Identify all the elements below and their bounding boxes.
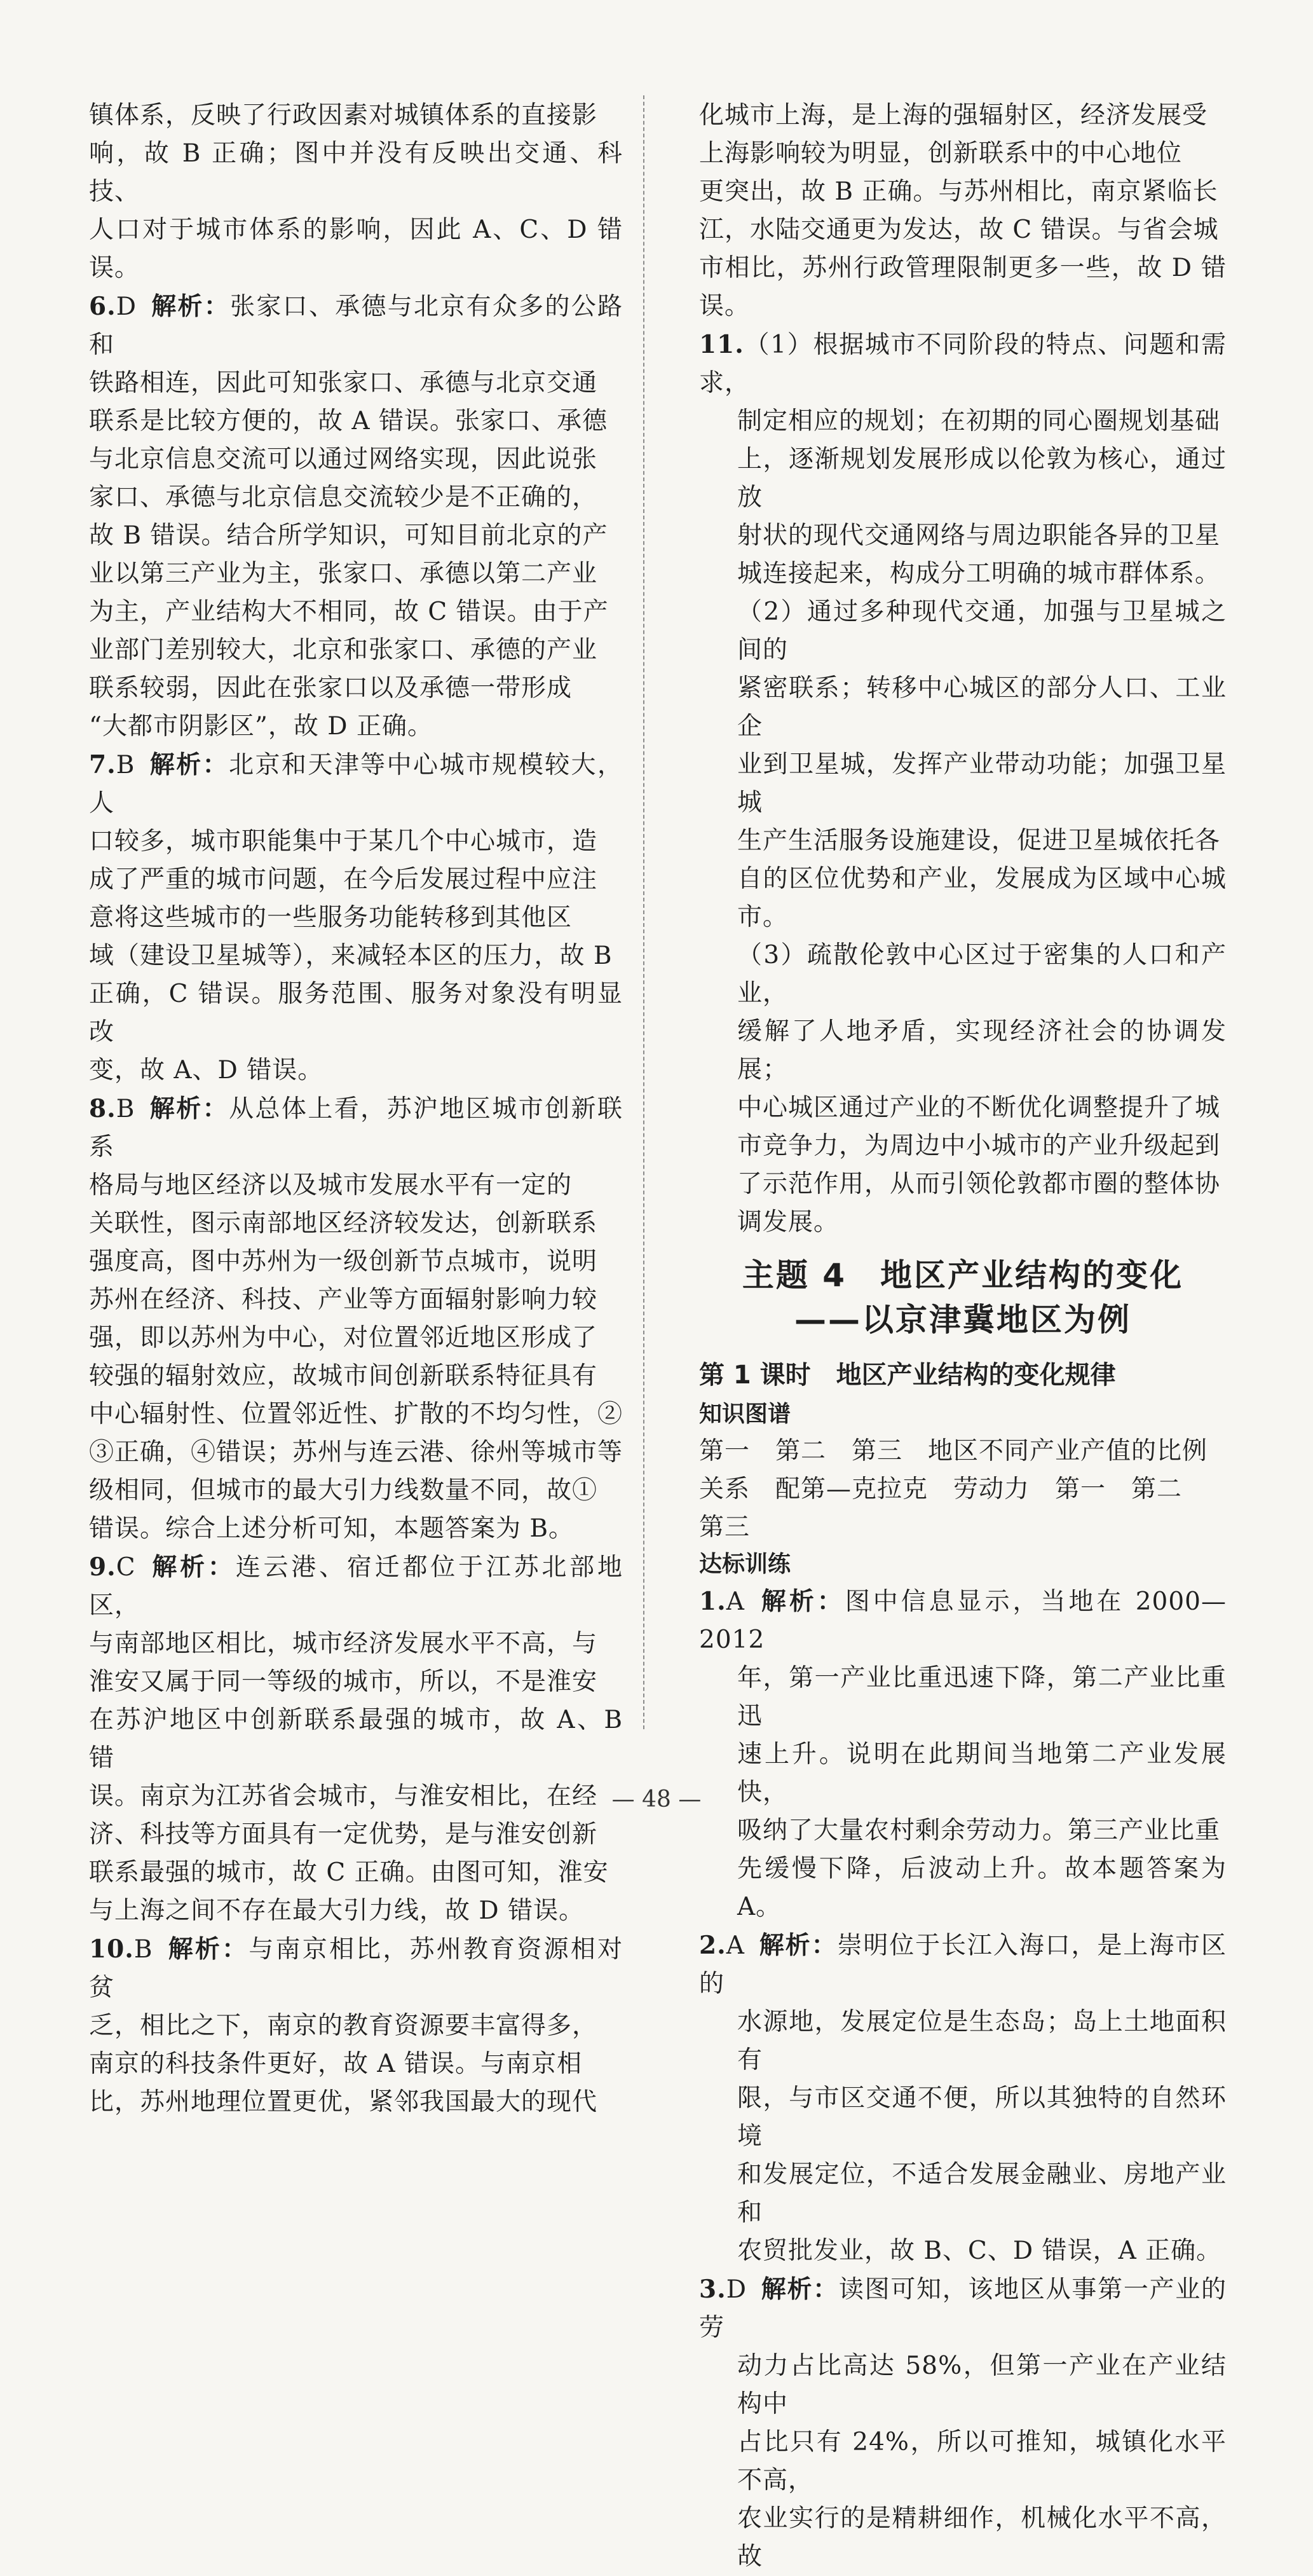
continuation-line: 江，水陆交通更为发达，故 C 错误。与省会城	[699, 216, 1219, 244]
answer-line: 铁路相连，因此可知张家口、承德与北京交通	[89, 369, 598, 397]
answer-line: 与北京信息交流可以通过网络实现，因此说张	[89, 445, 598, 474]
lesson-title: 第 1 课时 地区产业结构的变化规律	[699, 1360, 1116, 1390]
analysis-label: 解析：	[167, 1935, 249, 1964]
answer-line: 从总体上看，苏沪地区城市创新联系	[89, 1095, 623, 1161]
answer-line: 读图可知，该地区从事第一产业的劳	[699, 2275, 1227, 2342]
analysis-label: 解析：	[758, 1587, 845, 1616]
answer-line: 南京的科技条件更好，故 A 错误。与南京相	[89, 2050, 582, 2078]
intro-line: 响，故 B 正确；图中并没有反映出交通、科技、	[89, 139, 623, 206]
answer-line: 上，逐渐规划发展形成以伦敦为核心，通过放	[737, 445, 1227, 512]
answer-line: 年，第一产业比重迅速下降，第二产业比重迅	[737, 1664, 1227, 1730]
answer-choice: B	[116, 751, 135, 779]
theme-title: 主题 4 地区产业结构的变化	[742, 1257, 1184, 1294]
answer-line: 意将这些城市的一些服务功能转移到其他区	[89, 903, 573, 932]
answer-line: （1）根据城市不同阶段的特点、问题和需求，	[699, 331, 1227, 397]
answer-line: 乏，相比之下，南京的教育资源要丰富得多，	[89, 2011, 598, 2040]
answer-line: 吸纳了大量农村剩余劳动力。第三产业比重	[737, 1816, 1221, 1845]
answer-line: 与南京相比，苏州教育资源相对贫	[89, 1935, 623, 2002]
answer-line: 联系较弱，因此在张家口以及承德一带形成	[89, 674, 573, 702]
answer-line: 缓解了人地矛盾，实现经济社会的协调发展；	[737, 1017, 1227, 1084]
answer-number: 3.	[699, 2275, 726, 2304]
section-heading-training: 达标训练	[699, 1551, 791, 1577]
left-column	[89, 97, 623, 2121]
answer-8	[89, 1090, 623, 1548]
answer-line: 苏州在经济、科技、产业等方面辐射影响力较	[89, 1285, 598, 1314]
answer-line: 动力占比高达 58%，但第一产业在产业结构中	[737, 2352, 1227, 2418]
analysis-label: 解析：	[149, 1552, 236, 1582]
analysis-label: 解析：	[151, 292, 231, 321]
answer-line: 中心辐射性、位置邻近性、扩散的不均匀性，②	[89, 1400, 623, 1428]
answer-choice: B	[116, 1095, 135, 1123]
answer-number: 10.	[89, 1935, 134, 1964]
answer-line: 调发展。	[737, 1208, 840, 1237]
answer-line: 制定相应的规划；在初期的同心圈规划基础	[737, 407, 1221, 435]
answer-line: 正确，C 错误。服务范围、服务对象没有明显改	[89, 980, 623, 1046]
training-answer-2	[699, 1926, 1227, 2270]
answer-line: 水源地，发展定位是生态岛；岛上土地面积有	[737, 2008, 1227, 2074]
right-column	[699, 97, 1227, 2576]
continuation-line: 化城市上海，是上海的强辐射区，经济发展受	[699, 101, 1208, 130]
answer-line: 与上海之间不存在最大引力线，故 D 错误。	[89, 1896, 585, 1925]
answer-line: 误。南京为江苏省会城市，与淮安相比，在经	[89, 1782, 598, 1811]
answer-line: 级相同，但城市的最大引力线数量不同，故①	[89, 1476, 598, 1505]
answer-line: 自的区位优势和产业，发展成为区域中心城市。	[737, 865, 1227, 931]
analysis-label: 解析：	[758, 1931, 838, 1960]
answer-line: 农业实行的是精耕细作，机械化水平不高，故	[737, 2504, 1227, 2571]
answer-line: 和发展定位，不适合发展金融业、房地产业和	[737, 2160, 1227, 2227]
answer-line: 北京和天津等中心城市规模较大，人	[89, 751, 623, 818]
answer-line: 先缓慢下降，后波动上升。故本题答案为 A。	[737, 1854, 1227, 1921]
answer-line: 为主，产业结构大不相同，故 C 错误。由于产	[89, 598, 609, 626]
answer-line: 紧密联系；转移中心城区的部分人口、工业企	[737, 674, 1227, 741]
answer-line: 限，与市区交通不便，所以其独特的自然环境	[737, 2084, 1227, 2151]
training-answer-1	[699, 1582, 1227, 1926]
answer-10	[89, 1930, 623, 2121]
answer-choice: B	[133, 1935, 153, 1964]
answer-line: 崇明位于长江入海口，是上海市区的	[699, 1931, 1227, 1998]
knowledge-line: 第一 第二 第三 地区不同产业产值的比例	[699, 1437, 1208, 1465]
answer-line: 张家口、承德与北京有众多的公路和	[89, 292, 623, 359]
intro-line: 人口对于城市体系的影响，因此 A、C、D 错误。	[89, 216, 623, 282]
answer-line: 业到卫星城，发挥产业带动功能；加强卫星城	[737, 750, 1227, 817]
answer-11	[699, 325, 1227, 1242]
answer-line: 农贸批发业，故 B、C、D 错误，A 正确。	[737, 2237, 1222, 2265]
answer-number: 2.	[699, 1931, 726, 1960]
section-heading-knowledge: 知识图谱	[699, 1401, 791, 1427]
answer-choice: A	[726, 1931, 745, 1960]
analysis-label: 解析：	[149, 750, 229, 779]
answer-number: 7.	[89, 750, 116, 779]
answer-line: 占比只有 24%，所以可推知，城镇化水平不高，	[737, 2428, 1227, 2495]
answer-number: 11.	[699, 330, 744, 359]
answer-line: 城连接起来，构成分工明确的城市群体系。	[737, 559, 1221, 588]
answer-line: 强，即以苏州为中心，对位置邻近地区形成了	[89, 1324, 598, 1352]
answer-line: 格局与地区经济以及城市发展水平有一定的	[89, 1171, 573, 1200]
answer-choice: C	[116, 1553, 136, 1582]
answer-line: 联系最强的城市，故 C 正确。由图可知，淮安	[89, 1858, 609, 1887]
answer-choice: D	[726, 2275, 747, 2304]
answer-choice: D	[116, 292, 137, 321]
answer-line: 射状的现代交通网络与周边职能各异的卫星	[737, 521, 1221, 550]
continuation-line: 市相比，苏州行政管理限制更多一些，故 D 错误。	[699, 254, 1227, 320]
answer-line: 济、科技等方面具有一定优势，是与淮安创新	[89, 1820, 598, 1849]
answer-line: 连云港、宿迁都位于江苏北部地区，	[89, 1553, 623, 1620]
answer-line: 域（建设卫星城等），来减轻本区的压力，故 B	[89, 942, 613, 970]
answer-line: 图中信息显示，当地在 2000—2012	[699, 1587, 1227, 1654]
answer-number: 1.	[699, 1587, 726, 1616]
answer-number: 8.	[89, 1094, 116, 1123]
answer-line: 强度高，图中苏州为一级创新节点城市，说明	[89, 1247, 598, 1276]
answer-line: （3）疏散伦敦中心区过于密集的人口和产业，	[737, 941, 1227, 1008]
answer-line: 较强的辐射效应，故城市间创新联系特征具有	[89, 1362, 598, 1390]
answer-line: 家口、承德与北京信息交流较少是不正确的，	[89, 483, 598, 512]
answer-line: 口较多，城市职能集中于某几个中心城市，造	[89, 827, 598, 856]
answer-7	[89, 746, 623, 1090]
answer-9	[89, 1548, 623, 1930]
knowledge-line: 第三	[699, 1513, 751, 1542]
continuation-line: 上海影响较为明显，创新联系中的中心地位	[699, 139, 1183, 168]
training-answer-3	[699, 2270, 1227, 2576]
answer-line: 淮安又属于同一等级的城市，所以，不是淮安	[89, 1668, 598, 1696]
knowledge-line: 关系 配第—克拉克 劳动力 第一 第二	[699, 1475, 1183, 1504]
answer-line: 了示范作用，从而引领伦敦都市圈的整体协	[737, 1170, 1221, 1198]
answer-line: 在苏沪地区中创新联系最强的城市，故 A、B 错	[89, 1706, 623, 1772]
page-number: — 48 —	[611, 1786, 702, 1812]
answer-line: 联系是比较方便的，故 A 错误。张家口、承德	[89, 407, 608, 435]
answer-line: 生产生活服务设施建设，促进卫星城依托各	[737, 826, 1221, 855]
intro-line: 镇体系，反映了行政因素对城镇体系的直接影	[89, 101, 598, 130]
answer-line: “大都市阴影区”，故 D 正确。	[89, 712, 433, 741]
answer-number: 6.	[89, 292, 116, 321]
answer-6	[89, 287, 623, 746]
answer-line: 市竞争力，为周边中小城市的产业升级起到	[737, 1132, 1221, 1160]
analysis-label: 解析：	[149, 1094, 229, 1123]
theme-subtitle: ——以京津冀地区为例	[794, 1301, 1131, 1338]
answer-number: 9.	[89, 1552, 116, 1582]
answer-line: 错误。综合上述分析可知，本题答案为 B。	[89, 1514, 575, 1543]
answer-line: 故 B 错误。结合所学知识，可知目前北京的产	[89, 521, 608, 550]
answer-line: 业部门差别较大，北京和张家口、承德的产业	[89, 636, 598, 664]
answer-line: 与南部地区相比，城市经济发展水平不高，与	[89, 1629, 598, 1658]
answer-line: 变，故 A、D 错误。	[89, 1056, 323, 1085]
answer-line: ③正确，④错误；苏州与连云港、徐州等城市等	[89, 1438, 623, 1467]
answer-choice: A	[726, 1587, 745, 1616]
column-divider	[643, 95, 644, 1729]
answer-line: 速上升。说明在此期间当地第二产业发展快，	[737, 1740, 1227, 1807]
answer-line: 成了严重的城市问题，在今后发展过程中应注	[89, 865, 598, 894]
answer-line: （2）通过多种现代交通，加强与卫星城之间的	[737, 598, 1227, 664]
answer-line: 业以第三产业为主，张家口、承德以第二产业	[89, 559, 598, 588]
continuation-line: 更突出，故 B 正确。与苏州相比，南京紧临长	[699, 177, 1218, 206]
answer-line: 比，苏州地理位置更优，紧邻我国最大的现代	[89, 2088, 598, 2116]
answer-line: 中心城区通过产业的不断优化调整提升了城	[737, 1093, 1221, 1122]
analysis-label: 解析：	[761, 2275, 839, 2304]
answer-line: 关联性，图示南部地区经济较发达，创新联系	[89, 1209, 598, 1238]
